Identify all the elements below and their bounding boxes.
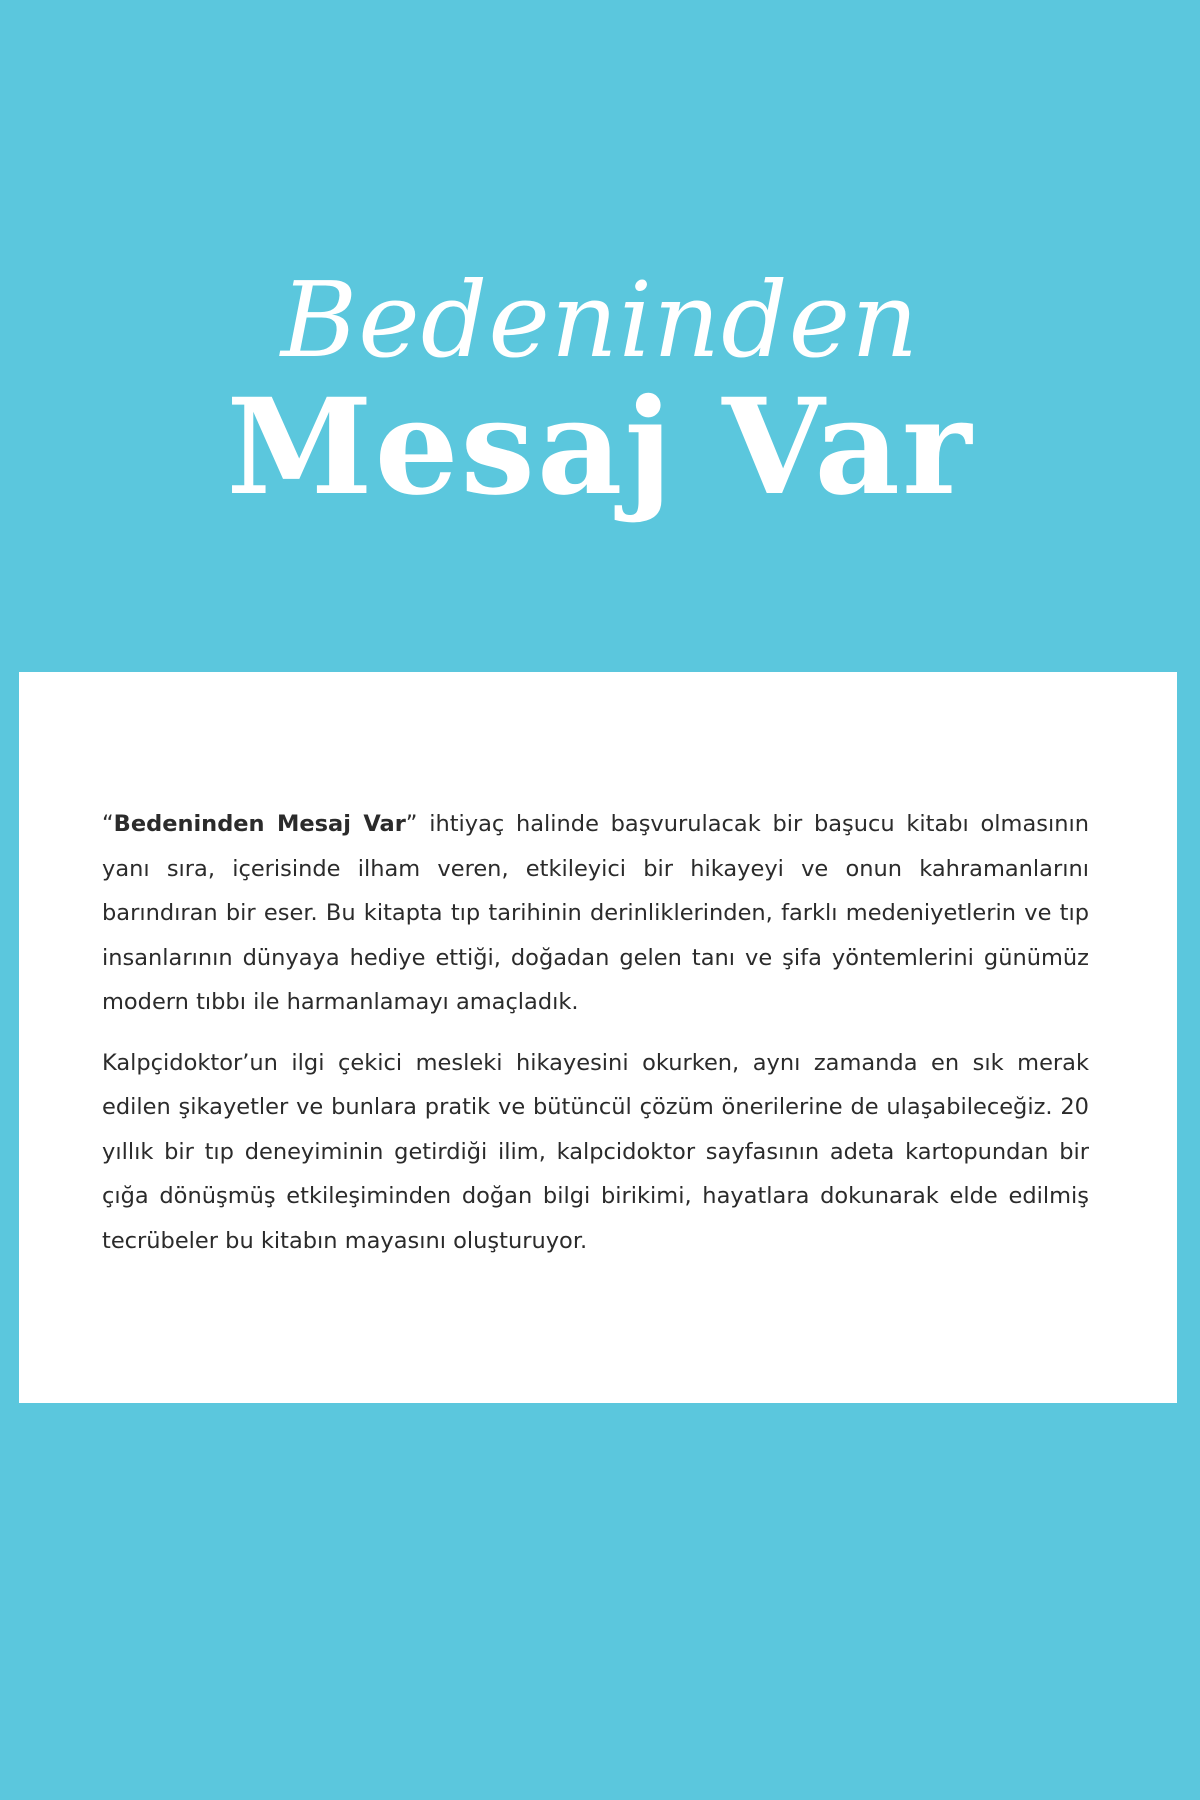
close-quote: ” [405, 811, 418, 837]
title-script-line: Bedeninden [280, 259, 920, 381]
description-paragraph-2: Kalpçidoktor’un ilgi çekici mesleki hikayesini okurken, aynı zamanda en sık merak edilen şikayetler ve bunlara pratik ve bütüncül çözüm önerilerine de ulaşabileceğiz. 20 yıllık bir tıp deneyiminin getirdiği ilim, kalpcidoktor sayfasının adeta kartopundan bir çığa dönüşmüş etkileşiminden doğan bilgi birikimi, hayatlara dokunarak elde edilmiş tecrübeler bu kitabın mayasını oluşturuyor. [102, 1049, 1089, 1254]
title-main-line: Mesaj Var [226, 370, 974, 525]
open-quote: “ [102, 811, 114, 837]
description-text [102, 802, 1089, 1279]
book-name-bold: Bedeninden Mesaj Var [113, 811, 406, 837]
paragraph-1-text: ihtiyaç halinde başvurulacak bir başucu kitabı olmasının yanı sıra, içerisinde ilham veren, etkileyici bir hikayeyi ve onun kahramanlarını barındıran bir eser. Bu kitapta tıp tarihinin derinliklerinden, farklı medeniyetlerin ve tıp insanlarının dünyaya hediye ettiği, doğadan gelen tanı ve şifa yöntemlerini günümüz modern tıbbı ile harmanlamayı amaçladık. [102, 811, 1089, 1015]
description-paragraph-1 [102, 802, 1089, 1025]
description-card [19, 672, 1177, 1403]
